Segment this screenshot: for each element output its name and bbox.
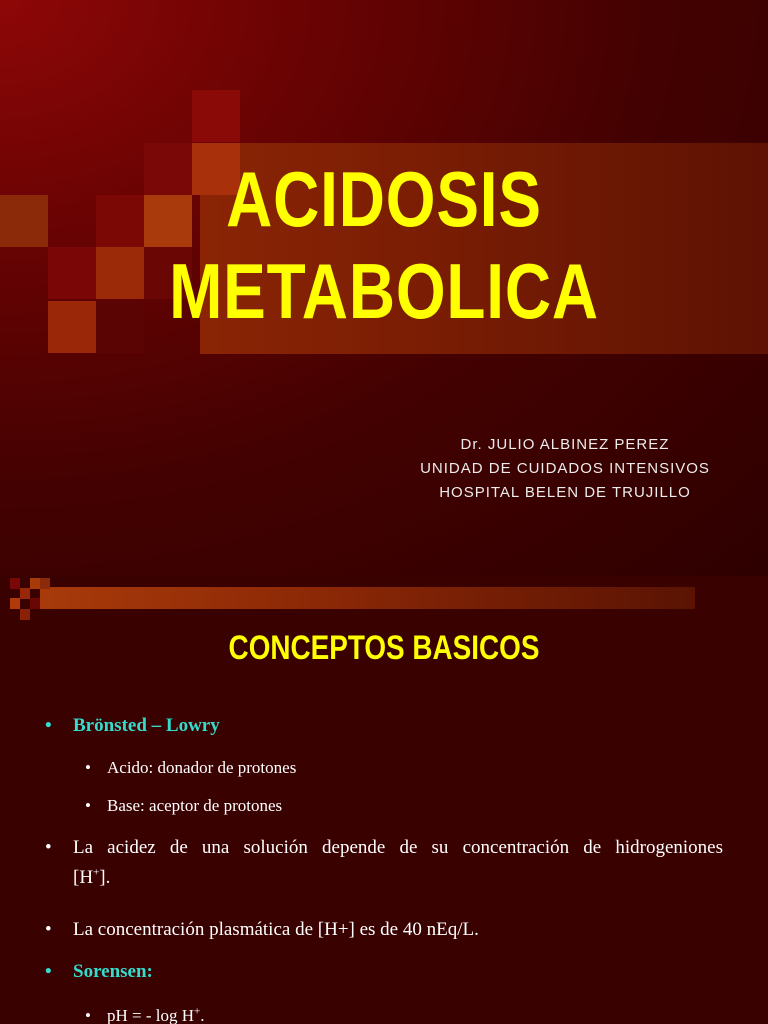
author-hospital: HOSPITAL BELEN DE TRUJILLO: [439, 484, 691, 501]
bullet-item: • La acidez de una solución depende de su concentración de hidrogeniones [H+].: [45, 837, 723, 888]
bullet-item: • Sorensen:: [45, 961, 153, 982]
author-name: Dr. JULIO ALBINEZ PEREZ: [460, 436, 670, 453]
bullet-item: • pH = - log H+.: [85, 1005, 205, 1024]
bullet-item: • Base: aceptor de protones: [85, 796, 283, 815]
author-unit: UNIDAD DE CUIDADOS INTENSIVOS: [420, 460, 710, 477]
bullet-item: • La concentración plasmática de [H+] es de 40 nEq/L.: [45, 919, 479, 940]
author-block: [390, 433, 740, 505]
bullet-item: • Acido: donador de protones: [85, 758, 297, 777]
title-line-2: METABOLICA: [169, 247, 599, 335]
title-line-1: ACIDOSIS: [226, 155, 542, 243]
section-heading: CONCEPTOS BASICOS: [228, 629, 540, 667]
header-stripe: [40, 587, 695, 609]
content-slide: [0, 576, 768, 1024]
bullet-item: • Brönsted – Lowry: [45, 715, 220, 736]
